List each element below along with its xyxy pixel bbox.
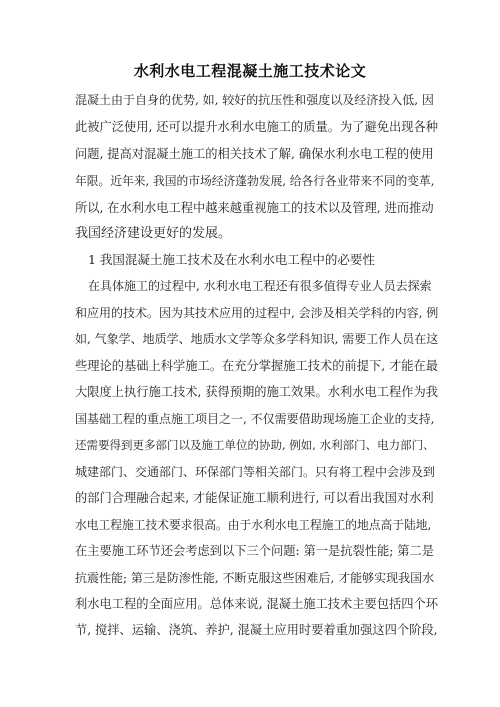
paragraph-line: 此被广泛使用, 还可以提升水利水电施工的质量。为了避免出现各种	[75, 120, 439, 134]
paragraph-line: 所以, 在水利水电工程中越来越重视施工的技术以及管理, 进而推动	[75, 201, 434, 215]
paragraph-line: 混凝土由于自身的优势, 如, 较好的抗压性和强度以及经济投入低, 因	[75, 93, 434, 107]
paragraph-line: 我国经济建设更好的发展。	[75, 226, 232, 241]
paragraph-line: 问题, 提高对混凝土施工的相关技术了解, 确保水利水电工程的使用	[75, 147, 434, 161]
paragraph-line: 的部门合理融合起来, 才能保证施工顺利进行, 可以看出我国对水利	[75, 491, 434, 505]
paragraph-line: 大限度上执行施工技术, 获得预期的施工效果。水利水电工程作为我	[75, 385, 439, 399]
paragraph-line: 在具体施工的过程中, 水利水电工程还有很多值得专业人员去探索	[88, 279, 432, 293]
paragraph-line: 在主要施工环节还会考虑到以下三个问题: 第一是抗裂性能; 第二是	[75, 544, 435, 558]
paragraph-line: 城建部门、交通部门、环保部门等相关部门。只有将工程中会涉及到	[75, 465, 436, 479]
document-title: 水利水电工程混凝土施工技术论文	[133, 62, 367, 80]
paragraph-line: 利水电工程的全面应用。总体来说, 混凝土施工技术主要包括四个环	[75, 597, 439, 611]
paragraph-line: 和应用的技术。因为其技术应用的过程中, 会涉及相关学科的内容, 例	[75, 306, 439, 320]
paragraph-line: 水电工程施工技术要求很高。由于水利水电工程施工的地点高于陆地,	[75, 518, 432, 532]
paragraph-line: 节, 搅拌、运输、浇筑、养护, 混凝土应用时要着重加强这四个阶段,	[75, 623, 438, 637]
section-heading: 1 我国混凝土施工技术及在水利水电工程中的必要性	[88, 252, 375, 267]
paragraph-line: 抗震性能; 第三是防渗性能, 不断克服这些困难后, 才能够实现我国水	[75, 571, 435, 585]
paragraph-line: 年限。近年来, 我国的市场经济蓬勃发展, 给各行各业带来不同的变革,	[75, 174, 435, 188]
paragraph-line: 些理论的基础上科学施工。在充分掌握施工技术的前提下, 才能在最	[75, 359, 439, 373]
paragraph-line: 国基础工程的重点施工项目之一, 不仅需要借助现场施工企业的支持,	[75, 412, 435, 426]
paragraph-line: 还需要得到更多部门以及施工单位的协助, 例如, 水利部门、电力部门、	[75, 438, 435, 452]
paragraph-line: 如, 气象学、地质学、地质水文学等众多学科知识, 需要工作人员在这	[75, 332, 439, 346]
